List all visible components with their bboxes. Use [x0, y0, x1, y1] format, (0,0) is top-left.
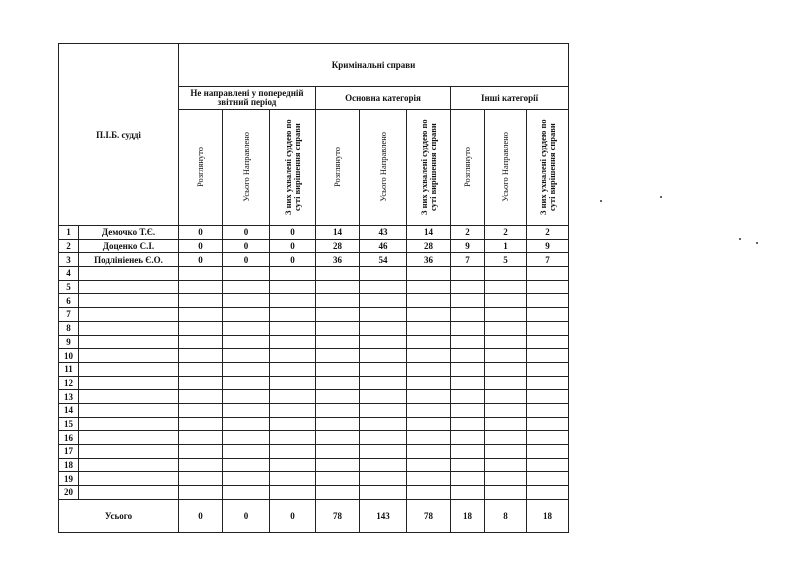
value-cell [223, 308, 270, 322]
total-value: 78 [407, 499, 451, 532]
value-cell [223, 335, 270, 349]
subheader-cell [179, 110, 223, 226]
value-cell [451, 376, 485, 390]
value-cell [527, 294, 569, 308]
judge-name: Демочко Т.Є. [79, 226, 179, 240]
value-cell [179, 335, 223, 349]
value-cell [527, 321, 569, 335]
value-cell [407, 390, 451, 404]
value-cell [527, 486, 569, 500]
value-cell [270, 362, 316, 376]
value-cell [270, 403, 316, 417]
value-cell [527, 349, 569, 363]
subheader-reviewed: Розглянуто [195, 146, 205, 187]
value-cell [485, 280, 527, 294]
value-cell [223, 403, 270, 417]
table-row [59, 267, 569, 281]
table-row [59, 226, 569, 240]
value-cell [360, 390, 407, 404]
total-value: 143 [360, 499, 407, 532]
subheader-cell [223, 110, 270, 226]
value-cell [451, 403, 485, 417]
value-cell [527, 308, 569, 322]
group-header-previous-period: Не направлені у попередній звітний період [179, 87, 316, 110]
value-cell [485, 362, 527, 376]
table-row [59, 445, 569, 459]
value-cell: 0 [223, 226, 270, 240]
value-cell: 43 [360, 226, 407, 240]
judge-name [79, 390, 179, 404]
judge-name [79, 472, 179, 486]
subheader-cell [360, 110, 407, 226]
value-cell [451, 458, 485, 472]
value-cell [407, 417, 451, 431]
value-cell: 36 [316, 253, 360, 267]
subheader-cell [270, 110, 316, 226]
row-number: 6 [59, 294, 79, 308]
value-cell [316, 349, 360, 363]
value-cell [407, 458, 451, 472]
subheader-cell [527, 110, 569, 226]
row-number: 2 [59, 239, 79, 253]
scan-speck [739, 238, 741, 240]
value-cell [407, 335, 451, 349]
value-cell [360, 362, 407, 376]
value-cell [407, 431, 451, 445]
value-cell [270, 458, 316, 472]
value-cell [316, 431, 360, 445]
total-value: 18 [527, 499, 569, 532]
value-cell: 0 [179, 253, 223, 267]
total-value: 0 [179, 499, 223, 532]
value-cell: 14 [316, 226, 360, 240]
judge-name [79, 403, 179, 417]
table-row [59, 294, 569, 308]
value-cell: 28 [316, 239, 360, 253]
value-cell [407, 280, 451, 294]
row-number: 15 [59, 417, 79, 431]
judge-name [79, 294, 179, 308]
group-header-other-categories: Інші категорії [451, 87, 569, 110]
value-cell [316, 376, 360, 390]
total-row [59, 499, 569, 532]
value-cell [360, 335, 407, 349]
value-cell [270, 280, 316, 294]
value-cell [316, 321, 360, 335]
value-cell [270, 472, 316, 486]
value-cell [485, 431, 527, 445]
value-cell [451, 417, 485, 431]
value-cell [270, 267, 316, 281]
value-cell: 9 [527, 239, 569, 253]
value-cell: 0 [223, 239, 270, 253]
value-cell [316, 445, 360, 459]
value-cell [223, 294, 270, 308]
value-cell [270, 308, 316, 322]
table-row [59, 335, 569, 349]
value-cell [451, 267, 485, 281]
table-row [59, 321, 569, 335]
row-number: 19 [59, 472, 79, 486]
value-cell [179, 472, 223, 486]
row-number: 8 [59, 321, 79, 335]
value-cell [270, 445, 316, 459]
value-cell [451, 321, 485, 335]
value-cell [179, 376, 223, 390]
value-cell [179, 390, 223, 404]
row-number: 12 [59, 376, 79, 390]
value-cell [223, 362, 270, 376]
value-cell [485, 321, 527, 335]
value-cell [223, 321, 270, 335]
value-cell [451, 362, 485, 376]
value-cell: 1 [485, 239, 527, 253]
value-cell: 14 [407, 226, 451, 240]
row-number: 1 [59, 226, 79, 240]
value-cell [451, 308, 485, 322]
value-cell [223, 445, 270, 459]
judge-name [79, 431, 179, 445]
table-row [59, 390, 569, 404]
subheader-total-sent: Усього Направлено [377, 131, 388, 202]
value-cell [179, 362, 223, 376]
value-cell: 0 [270, 253, 316, 267]
subheader-total-sent: Усього Направлено [500, 131, 510, 202]
value-cell [360, 458, 407, 472]
table-row [59, 253, 569, 267]
value-cell [485, 390, 527, 404]
table-row [59, 486, 569, 500]
value-cell [316, 417, 360, 431]
value-cell [270, 431, 316, 445]
value-cell [360, 403, 407, 417]
value-cell [316, 267, 360, 281]
value-cell [179, 308, 223, 322]
judge-name [79, 321, 179, 335]
value-cell [407, 376, 451, 390]
value-cell [485, 267, 527, 281]
row-number: 16 [59, 431, 79, 445]
value-cell [179, 458, 223, 472]
value-cell [451, 280, 485, 294]
judge-name [79, 335, 179, 349]
judge-name [79, 458, 179, 472]
value-cell: 7 [527, 253, 569, 267]
judge-name: Подлініенеь Є.О. [79, 253, 179, 267]
value-cell [316, 362, 360, 376]
value-cell: 0 [270, 226, 316, 240]
value-cell [527, 335, 569, 349]
value-cell [527, 472, 569, 486]
total-value: 0 [270, 499, 316, 532]
value-cell [179, 431, 223, 445]
value-cell [407, 267, 451, 281]
total-label: Усього [59, 499, 179, 532]
value-cell [270, 417, 316, 431]
value-cell [179, 417, 223, 431]
scan-speck [756, 242, 758, 244]
subheader-cell [485, 110, 527, 226]
row-number: 20 [59, 486, 79, 500]
subheader-cell [407, 110, 451, 226]
table-row [59, 280, 569, 294]
value-cell: 5 [485, 253, 527, 267]
value-cell [527, 362, 569, 376]
total-value: 0 [223, 499, 270, 532]
row-number: 17 [59, 445, 79, 459]
value-cell [179, 267, 223, 281]
row-number: 18 [59, 458, 79, 472]
value-cell [360, 267, 407, 281]
value-cell [451, 486, 485, 500]
row-number: 3 [59, 253, 79, 267]
value-cell [316, 280, 360, 294]
value-cell [223, 267, 270, 281]
table-row [59, 431, 569, 445]
judge-name [79, 417, 179, 431]
value-cell [485, 486, 527, 500]
value-cell: 46 [360, 239, 407, 253]
row-number: 14 [59, 403, 79, 417]
value-cell [407, 445, 451, 459]
value-cell [223, 486, 270, 500]
value-cell [360, 472, 407, 486]
subheader-decided: З них ухвалені суддею по суті вирішення справи [282, 118, 302, 215]
table-row [59, 308, 569, 322]
value-cell [316, 403, 360, 417]
value-cell: 2 [451, 226, 485, 240]
value-cell [316, 486, 360, 500]
subheader-reviewed: Розглянуто [462, 146, 472, 187]
value-cell [527, 390, 569, 404]
value-cell [485, 335, 527, 349]
value-cell [223, 472, 270, 486]
judge-name [79, 486, 179, 500]
value-cell [223, 431, 270, 445]
value-cell [485, 294, 527, 308]
main-header: Кримінальні справи [179, 44, 569, 87]
table-row [59, 472, 569, 486]
value-cell [179, 403, 223, 417]
value-cell: 2 [485, 226, 527, 240]
value-cell [527, 267, 569, 281]
value-cell [316, 472, 360, 486]
table-row [59, 417, 569, 431]
judge-name [79, 349, 179, 363]
row-number: 11 [59, 362, 79, 376]
row-number: 13 [59, 390, 79, 404]
value-cell: 0 [223, 253, 270, 267]
value-cell [360, 321, 407, 335]
value-cell [360, 308, 407, 322]
value-cell: 0 [179, 239, 223, 253]
value-cell [270, 321, 316, 335]
value-cell [316, 458, 360, 472]
table-row [59, 349, 569, 363]
value-cell [179, 445, 223, 459]
total-value: 8 [485, 499, 527, 532]
value-cell [527, 417, 569, 431]
value-cell [527, 403, 569, 417]
value-cell [407, 349, 451, 363]
value-cell [360, 431, 407, 445]
judge-name: Доценко С.І. [79, 239, 179, 253]
value-cell [407, 486, 451, 500]
row-number: 10 [59, 349, 79, 363]
value-cell [360, 486, 407, 500]
value-cell [270, 294, 316, 308]
judge-name [79, 362, 179, 376]
value-cell [179, 349, 223, 363]
judge-name [79, 376, 179, 390]
value-cell [179, 486, 223, 500]
value-cell [360, 280, 407, 294]
value-cell [485, 417, 527, 431]
value-cell: 0 [179, 226, 223, 240]
value-cell [451, 445, 485, 459]
value-cell [223, 458, 270, 472]
row-number: 4 [59, 267, 79, 281]
value-cell [451, 472, 485, 486]
subheader-decided: З них ухвалені суддею по суті вирішення справи [537, 118, 557, 215]
value-cell [407, 362, 451, 376]
value-cell [270, 376, 316, 390]
value-cell: 2 [527, 226, 569, 240]
value-cell [316, 294, 360, 308]
subheader-reviewed: Розглянуто [332, 146, 342, 187]
value-cell [407, 472, 451, 486]
group-header-main-category: Основна категорія [316, 87, 451, 110]
value-cell [527, 445, 569, 459]
value-cell [223, 417, 270, 431]
table-row [59, 362, 569, 376]
value-cell [316, 308, 360, 322]
row-number: 9 [59, 335, 79, 349]
table-row [59, 239, 569, 253]
value-cell [451, 335, 485, 349]
value-cell [527, 376, 569, 390]
value-cell [223, 390, 270, 404]
judge-name [79, 280, 179, 294]
table-row [59, 403, 569, 417]
judge-name [79, 267, 179, 281]
value-cell [485, 308, 527, 322]
value-cell [485, 458, 527, 472]
value-cell [179, 294, 223, 308]
value-cell [485, 349, 527, 363]
value-cell [451, 349, 485, 363]
value-cell [407, 321, 451, 335]
value-cell [270, 335, 316, 349]
value-cell [407, 403, 451, 417]
value-cell: 9 [451, 239, 485, 253]
scan-speck [660, 196, 662, 198]
value-cell [360, 294, 407, 308]
value-cell [451, 431, 485, 445]
scan-speck [600, 200, 602, 202]
subheader-cell [316, 110, 360, 226]
table-row [59, 458, 569, 472]
total-value: 18 [451, 499, 485, 532]
value-cell [179, 280, 223, 294]
total-value: 78 [316, 499, 360, 532]
value-cell: 28 [407, 239, 451, 253]
name-column-header: П.І.Б. судді [59, 44, 179, 226]
judge-name [79, 308, 179, 322]
value-cell [223, 349, 270, 363]
value-cell: 0 [270, 239, 316, 253]
value-cell [451, 390, 485, 404]
value-cell: 7 [451, 253, 485, 267]
value-cell [407, 308, 451, 322]
row-number: 7 [59, 308, 79, 322]
value-cell [223, 376, 270, 390]
value-cell [485, 472, 527, 486]
criminal-cases-report-table [58, 43, 569, 533]
subheader-cell [451, 110, 485, 226]
value-cell [270, 486, 316, 500]
subheader-total-sent: Усього Направлено [240, 131, 251, 202]
value-cell [407, 294, 451, 308]
subheader-decided: З них ухвалені суддею по суті вирішення справи [418, 118, 438, 215]
value-cell [270, 349, 316, 363]
value-cell [485, 376, 527, 390]
value-cell [360, 376, 407, 390]
value-cell [527, 458, 569, 472]
value-cell [485, 403, 527, 417]
value-cell [316, 335, 360, 349]
value-cell: 36 [407, 253, 451, 267]
value-cell [270, 390, 316, 404]
value-cell [527, 431, 569, 445]
judge-name [79, 445, 179, 459]
value-cell [485, 445, 527, 459]
value-cell [360, 417, 407, 431]
table-row [59, 376, 569, 390]
value-cell [223, 280, 270, 294]
value-cell [360, 445, 407, 459]
value-cell [316, 390, 360, 404]
value-cell [179, 321, 223, 335]
row-number: 5 [59, 280, 79, 294]
value-cell [527, 280, 569, 294]
value-cell [360, 349, 407, 363]
value-cell: 54 [360, 253, 407, 267]
value-cell [451, 294, 485, 308]
